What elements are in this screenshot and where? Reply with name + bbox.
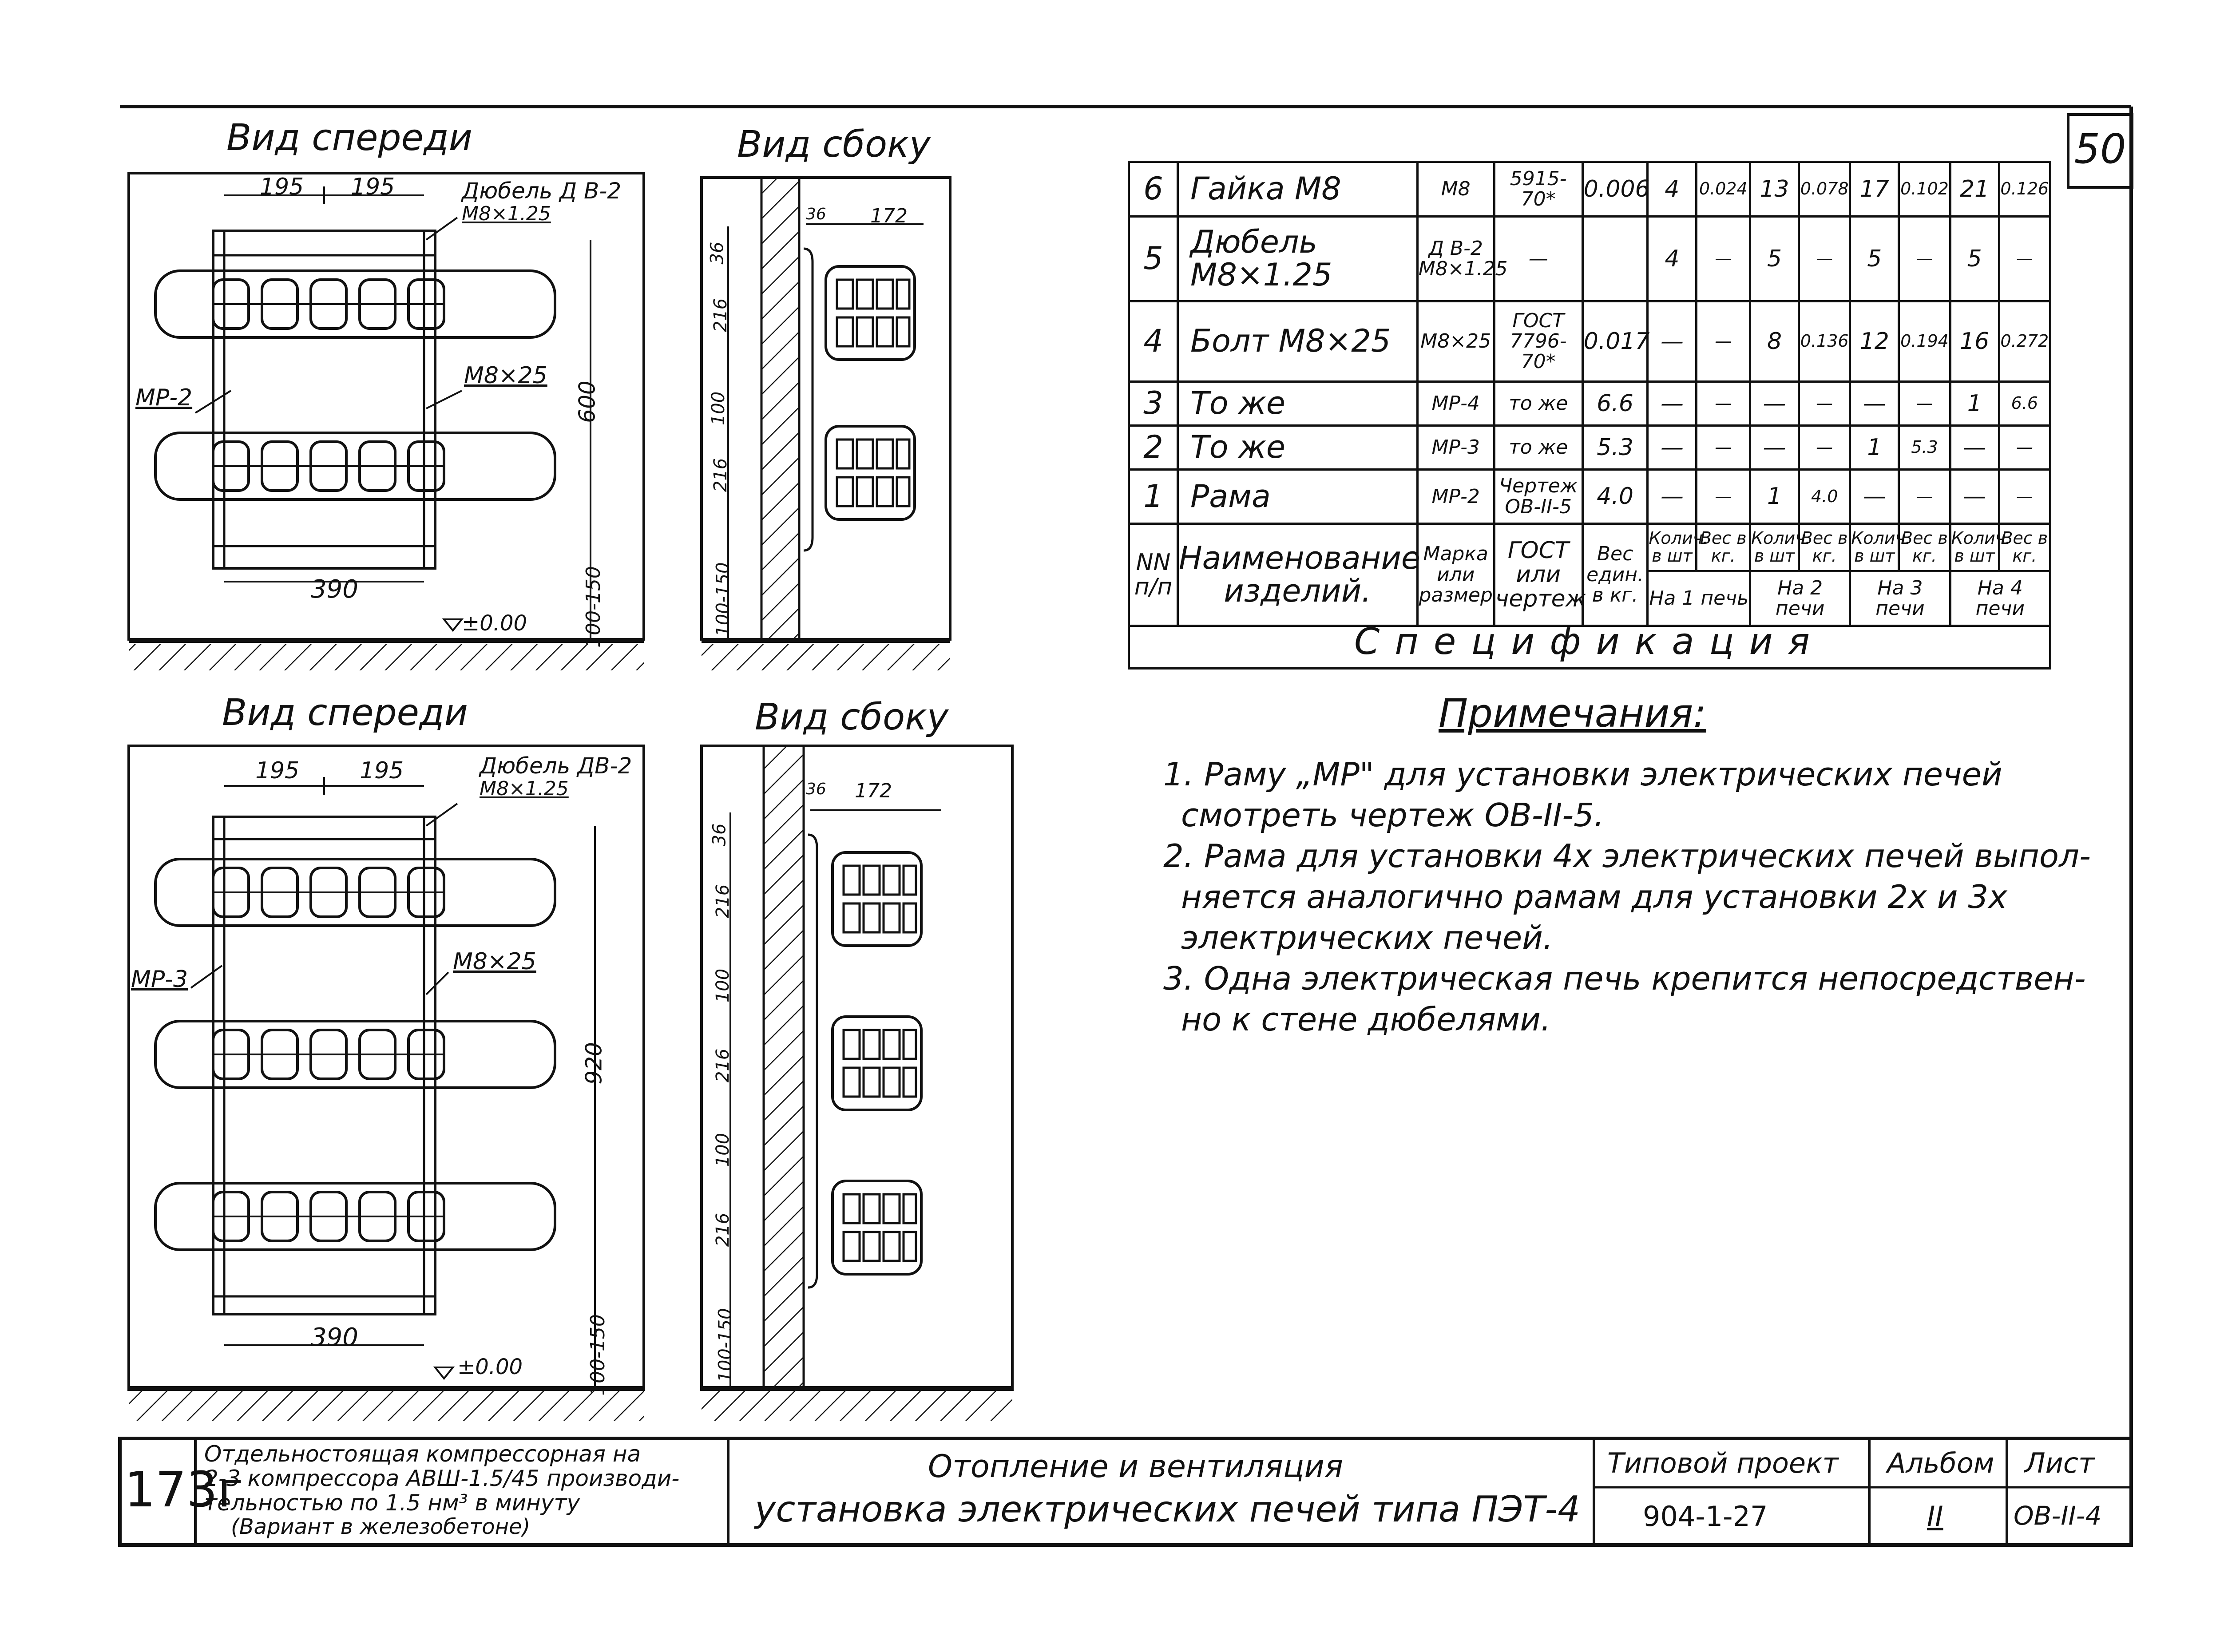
notes-block xyxy=(1163,690,2122,1040)
top-front-dim-width: 390 xyxy=(311,575,358,604)
spec-cell-w2: — xyxy=(1799,425,1850,469)
bottom-front-view xyxy=(129,746,644,1421)
spec-cell-q3: — xyxy=(1850,382,1899,426)
spec-cell-nn: 3 xyxy=(1129,382,1178,426)
stamp-title-line2: установка электрических печей типа ПЭТ-4 xyxy=(755,1489,1581,1530)
top-side-view xyxy=(702,178,950,670)
note-line: 2. Рама для установки 4х электрических печей выпол- xyxy=(1163,837,2091,875)
spec-cell-name: Болт М8×25 xyxy=(1178,301,1418,382)
bottom-side-dim-v1: 216 xyxy=(713,884,733,919)
spec-cell-q4: 21 xyxy=(1950,162,1999,217)
spec-cell-w4: 0.126 xyxy=(1999,162,2050,217)
bottom-side-dim-v3: 216 xyxy=(713,1048,733,1083)
stamp-sheet-value: ОВ-II-4 xyxy=(2014,1501,2102,1531)
top-front-level: ±0.00 xyxy=(462,611,527,636)
spec-cell-gost: то же xyxy=(1494,382,1582,426)
top-side-dim-v1: 216 xyxy=(710,298,731,333)
spec-cell-w4: — xyxy=(1999,425,2050,469)
spec-cell-unit_weight: 6.6 xyxy=(1582,382,1648,426)
spec-header-group1: На 1 печь xyxy=(1648,571,1750,626)
spec-header-qty: Колич. в шт xyxy=(1648,524,1697,571)
spec-cell-mark: МР-4 xyxy=(1417,382,1494,426)
spec-header-weight: Вес в кг. xyxy=(1899,524,1950,571)
spec-cell-w1: — xyxy=(1697,216,1750,301)
spec-cell-gost: 5915-70* xyxy=(1494,162,1582,217)
bottom-front-dim-right: 195 xyxy=(360,757,404,784)
spec-header-row xyxy=(1129,524,2050,571)
spec-row xyxy=(1129,301,2050,382)
specification-title: Спецификация xyxy=(1128,617,2051,670)
bottom-side-title: Вид сбоку xyxy=(755,696,949,738)
spec-cell-mark: М8×25 xyxy=(1417,301,1494,382)
spec-cell-q4: 5 xyxy=(1950,216,1999,301)
spec-header-qty: Колич. в шт xyxy=(1850,524,1899,571)
spec-cell-q4: 1 xyxy=(1950,382,1999,426)
spec-cell-w3: 0.194 xyxy=(1899,301,1950,382)
bottom-front-frame-label: МР-3 xyxy=(131,966,188,993)
note-line: 3. Одна электрическая печь крепится непосредствен- xyxy=(1163,960,2086,997)
spec-cell-nn: 1 xyxy=(1129,469,1178,524)
top-side-dim-depth: 172 xyxy=(870,205,908,227)
spec-row xyxy=(1129,162,2050,217)
bottom-front-dim-height: 920 xyxy=(581,1042,607,1085)
top-front-view xyxy=(129,173,644,670)
spec-cell-q3: 1 xyxy=(1850,425,1899,469)
spec-cell-mark: МР-2 xyxy=(1417,469,1494,524)
spec-header-group3: На 3 печи xyxy=(1850,571,1950,626)
spec-cell-name: То же xyxy=(1178,425,1418,469)
spec-cell-mark: М8 xyxy=(1417,162,1494,217)
spec-cell-w3: — xyxy=(1899,469,1950,524)
spec-cell-gost: ГОСТ 7796-70* xyxy=(1494,301,1582,382)
bottom-side-dim-v4: 100 xyxy=(713,1133,733,1167)
spec-cell-unit_weight xyxy=(1582,216,1648,301)
top-front-dim-right: 195 xyxy=(351,174,395,200)
note-line: няется аналогично рамам для установки 2х и 3х xyxy=(1181,878,2007,915)
top-front-bolt-label: М8×25 xyxy=(464,362,547,389)
bottom-front-dim-left: 195 xyxy=(255,757,300,784)
spec-cell-gost: — xyxy=(1494,216,1582,301)
note-line: но к стене дюбелями. xyxy=(1181,1001,1551,1038)
spec-header-name: Наименование изделий. xyxy=(1178,524,1418,626)
spec-header-qty: Колич. в шт xyxy=(1750,524,1799,571)
spec-header-unit-weight: Вес един. в кг. xyxy=(1582,524,1648,626)
spec-cell-mark: Д В-2 М8×1.25 xyxy=(1417,216,1494,301)
spec-header-weight: Вес в кг. xyxy=(1697,524,1750,571)
stamp-code: 173г xyxy=(124,1461,243,1518)
bottom-front-title: Вид спереди xyxy=(222,692,468,734)
stamp-project-label: Типовой проект xyxy=(1607,1447,1839,1479)
spec-cell-unit_weight: 5.3 xyxy=(1582,425,1648,469)
spec-cell-w1: — xyxy=(1697,382,1750,426)
bottom-side-dim-v2: 100 xyxy=(713,968,733,1003)
spec-cell-q1: 4 xyxy=(1648,162,1697,217)
spec-cell-w3: — xyxy=(1899,216,1950,301)
spec-cell-nn: 4 xyxy=(1129,301,1178,382)
notes-title: Примечания: xyxy=(1439,690,1706,736)
spec-cell-w4: — xyxy=(1999,216,2050,301)
sheet-number: 50 xyxy=(2067,113,2133,189)
spec-cell-q2: — xyxy=(1750,382,1799,426)
top-front-dim-left: 195 xyxy=(260,174,304,200)
spec-cell-mark: МР-3 xyxy=(1417,425,1494,469)
spec-cell-nn: 6 xyxy=(1129,162,1178,217)
spec-cell-nn: 2 xyxy=(1129,425,1178,469)
spec-cell-w2: 4.0 xyxy=(1799,469,1850,524)
spec-cell-q3: 12 xyxy=(1850,301,1899,382)
spec-cell-w3: — xyxy=(1899,382,1950,426)
note-line: электрических печей. xyxy=(1181,919,1553,956)
top-front-dowel-size: М8×1.25 xyxy=(462,202,551,225)
stamp-album-value: II xyxy=(1927,1500,1943,1533)
spec-cell-q2: 1 xyxy=(1750,469,1799,524)
stamp-object-line: Отдельностоящая компрессорная на xyxy=(204,1441,641,1467)
spec-cell-q3: — xyxy=(1850,469,1899,524)
spec-header-weight: Вес в кг. xyxy=(1999,524,2050,571)
spec-cell-q2: 8 xyxy=(1750,301,1799,382)
spec-cell-q2: 13 xyxy=(1750,162,1799,217)
spec-cell-q1: — xyxy=(1648,382,1697,426)
spec-header-mark: Марка или размер xyxy=(1417,524,1494,626)
spec-cell-name: Рама xyxy=(1178,469,1418,524)
bottom-front-dowel-label: Дюбель ДВ-2 xyxy=(480,753,632,779)
note-line: смотреть чертеж ОВ-II-5. xyxy=(1181,796,1604,834)
specification-table xyxy=(1128,161,2051,667)
spec-cell-w2: — xyxy=(1799,382,1850,426)
stamp-project-value: 904-1-27 xyxy=(1643,1500,1768,1533)
stamp-object-line: тельностью по 1.5 нм³ в минуту xyxy=(204,1490,580,1516)
spec-header-weight: Вес в кг. xyxy=(1799,524,1850,571)
spec-header-nn: NN п/п xyxy=(1129,524,1178,626)
spec-cell-w4: — xyxy=(1999,469,2050,524)
spec-cell-w1: — xyxy=(1697,301,1750,382)
spec-cell-w4: 6.6 xyxy=(1999,382,2050,426)
spec-header-gost: ГОСТ или чертеж xyxy=(1494,524,1582,626)
spec-header-group4: На 4 печи xyxy=(1950,571,2050,626)
bottom-side-dim-v6: 100-150 xyxy=(715,1308,736,1383)
spec-cell-w1: — xyxy=(1697,425,1750,469)
bottom-side-view xyxy=(702,746,1012,1421)
stamp-title-line1: Отопление и вентиляция xyxy=(928,1448,1344,1485)
spec-cell-w4: 0.272 xyxy=(1999,301,2050,382)
top-front-frame-label: МР-2 xyxy=(135,384,193,411)
spec-cell-q4: — xyxy=(1950,469,1999,524)
stamp-object-line: (Вариант в железобетоне) xyxy=(231,1514,531,1539)
spec-cell-w1: — xyxy=(1697,469,1750,524)
spec-header-group2: На 2 печи xyxy=(1750,571,1850,626)
spec-header-qty: Колич. в шт xyxy=(1950,524,1999,571)
bottom-front-bolt-label: М8×25 xyxy=(453,948,536,975)
bottom-front-dim-width: 390 xyxy=(311,1323,358,1352)
spec-row xyxy=(1129,216,2050,301)
spec-cell-w1: 0.024 xyxy=(1697,162,1750,217)
spec-cell-q3: 17 xyxy=(1850,162,1899,217)
spec-cell-q1: — xyxy=(1648,425,1697,469)
top-side-dim-wall: 36 xyxy=(806,205,826,223)
top-front-dowel-label: Дюбель Д В-2 xyxy=(462,178,622,204)
spec-cell-q4: — xyxy=(1950,425,1999,469)
bottom-side-dim-v0: 36 xyxy=(709,823,730,846)
spec-cell-q2: — xyxy=(1750,425,1799,469)
spec-cell-gost: то же xyxy=(1494,425,1582,469)
bottom-front-level: ±0.00 xyxy=(457,1355,523,1379)
spec-cell-name: То же xyxy=(1178,382,1418,426)
spec-row xyxy=(1129,425,2050,469)
stamp-album-label: Альбом xyxy=(1887,1447,1994,1479)
spec-cell-unit_weight: 0.006 xyxy=(1582,162,1648,217)
spec-cell-q2: 5 xyxy=(1750,216,1799,301)
spec-cell-w2: 0.078 xyxy=(1799,162,1850,217)
spec-cell-q1: — xyxy=(1648,301,1697,382)
spec-cell-q1: — xyxy=(1648,469,1697,524)
bottom-front-dowel-size: М8×1.25 xyxy=(480,777,569,800)
stamp-object-line: 2-3 компрессора АВШ-1.5/45 производи- xyxy=(204,1466,680,1491)
note-line: 1. Раму „МР" для установки электрических печей xyxy=(1163,756,2002,793)
spec-cell-w2: 0.136 xyxy=(1799,301,1850,382)
top-side-title: Вид сбоку xyxy=(737,123,931,166)
spec-cell-w3: 5.3 xyxy=(1899,425,1950,469)
spec-row xyxy=(1129,382,2050,426)
spec-cell-name: Дюбель М8×1.25 xyxy=(1178,216,1418,301)
spec-cell-w2: — xyxy=(1799,216,1850,301)
spec-cell-unit_weight: 0.017 xyxy=(1582,301,1648,382)
top-front-dim-floor: 100-150 xyxy=(582,566,605,648)
spec-cell-q4: 16 xyxy=(1950,301,1999,382)
top-side-dim-v2: 100 xyxy=(708,391,729,426)
bottom-side-dim-v5: 216 xyxy=(713,1212,733,1247)
spec-cell-w3: 0.102 xyxy=(1899,162,1950,217)
stamp-sheet-label: Лист xyxy=(2025,1447,2095,1479)
top-front-title: Вид спереди xyxy=(226,117,472,159)
bottom-front-dim-floor: 100-150 xyxy=(586,1314,609,1396)
spec-cell-q3: 5 xyxy=(1850,216,1899,301)
top-side-dim-v0: 36 xyxy=(707,242,728,265)
spec-cell-unit_weight: 4.0 xyxy=(1582,469,1648,524)
spec-cell-gost: Чертеж ОВ-II-5 xyxy=(1494,469,1582,524)
top-front-dim-height: 600 xyxy=(574,380,600,423)
bottom-side-dim-wall: 36 xyxy=(806,780,826,798)
bottom-side-dim-depth-value: 172 xyxy=(855,780,892,802)
spec-cell-q1: 4 xyxy=(1648,216,1697,301)
top-side-dim-v3: 216 xyxy=(710,458,731,492)
top-side-dim-v4: 100-150 xyxy=(713,562,733,637)
spec-cell-name: Гайка М8 xyxy=(1178,162,1418,217)
spec-row xyxy=(1129,469,2050,524)
spec-cell-nn: 5 xyxy=(1129,216,1178,301)
